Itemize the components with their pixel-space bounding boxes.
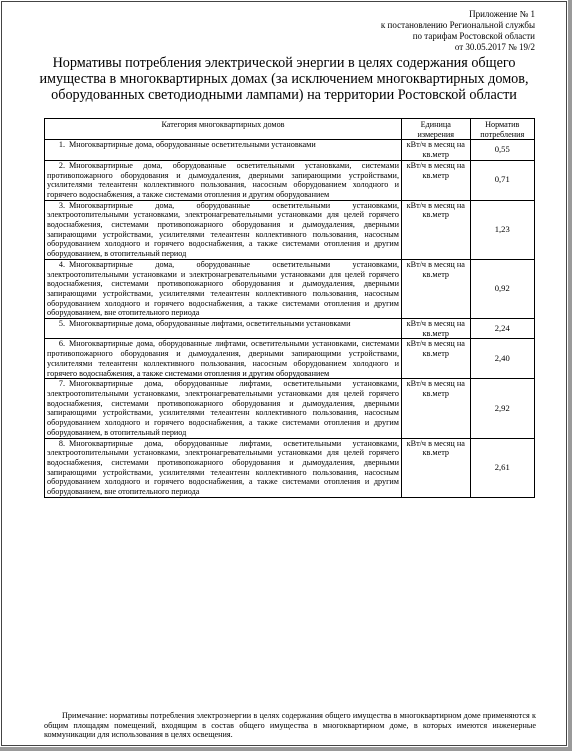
row-category: [45, 339, 402, 379]
row-category: [45, 379, 402, 438]
row-unit: кВт/ч в месяц на кв.метр: [402, 339, 471, 379]
row-value: 2,40: [470, 339, 534, 379]
annex-line-2: к постановлению Региональной службы: [380, 20, 535, 30]
row-category: [45, 259, 402, 318]
row-value: 0,55: [470, 140, 534, 160]
row-unit: кВт/ч в месяц на кв.метр: [402, 438, 471, 497]
table-row: [45, 339, 535, 379]
row-text: Многоквартирные дома, оборудованные лифтами, осветительными установками: [69, 319, 351, 329]
row-unit: кВт/ч в месяц на кв.метр: [402, 200, 471, 259]
header-category: Категория многоквартирных домов: [45, 119, 402, 140]
annex-line-4: от 30.05.2017 № 19/2: [454, 42, 535, 52]
row-unit: кВт/ч в месяц на кв.метр: [402, 259, 471, 318]
row-number: 4.: [58, 259, 65, 269]
annex-line-1: Приложение № 1: [469, 9, 535, 19]
row-category: [45, 319, 402, 339]
row-unit: кВт/ч в месяц на кв.метр: [402, 379, 471, 438]
row-value: 2,92: [470, 379, 534, 438]
norms-table: [44, 118, 535, 498]
table-row: [45, 200, 535, 259]
row-text: Многоквартирные дома, оборудованные осветительными установками, электроотопительными установками, электронагревательными установками для целей горячего водоснабжения, системами противопожарного оборудования и дымоудаления, дверными запирающими устройствами, усилителями телеантенн коллективного пользования, насосным оборудованием холодного и горячего водоснабжения, а также системами отопления и другим оборудованием, в отопительный период: [47, 200, 399, 259]
row-value: 0,92: [470, 259, 534, 318]
table-row: [45, 140, 535, 160]
row-number: 5.: [58, 319, 65, 329]
row-category: [45, 200, 402, 259]
row-unit: кВт/ч в месяц на кв.метр: [402, 140, 471, 160]
row-number: 7.: [58, 379, 65, 389]
row-text: Многоквартирные дома, оборудованные осветительными установками, электроотопительными установками и электронагревательными установками для целей горячего водоснабжения, системами противопожарного оборудования и дымоудаления, дверными запирающими устройствами, усилителями телеантенн коллективного пользования, насосным оборудованием холодного и горячего водоснабжения, а также системами отопления и другим оборудованием, вне отопительного периода: [47, 259, 399, 318]
header-unit: Единица измерения: [402, 119, 471, 140]
row-category: [45, 140, 402, 160]
row-number: 8.: [58, 438, 65, 448]
footnote: Примечание: нормативы потребления электроэнергии в целях содержания общего имущества в многоквартирном доме применяются к общим площадям помещений, входящим в состав общего имущества в многоквартирном доме, в которых имеются инженерные коммуникации для использования в целях освещения.: [44, 711, 536, 740]
annex-line-3: по тарифам Ростовской области: [412, 31, 535, 41]
row-text: Многоквартирные дома, оборудованные осветительными установками, системами противопожарного оборудования и дымоудаления, дверными запирающими устройствами, усилителями телеантенн коллективного пользования, насосным оборудованием холодного и горячего водоснабжения, а также системами отопления и другим оборудованием: [47, 160, 399, 199]
table-row: [45, 160, 535, 200]
row-value: 2,61: [470, 438, 534, 497]
table-row: [45, 259, 535, 318]
row-number: 1.: [58, 140, 65, 150]
row-number: 3.: [58, 200, 65, 210]
annex-header: [381, 9, 535, 53]
table-row: [45, 319, 535, 339]
row-value: 2,24: [470, 319, 534, 339]
document-title: Нормативы потребления электрической энергии в целях содержания общего имущества в многоквартирных домах (за исключением многоквартирных домов, оборудованных светодиодными лампами) на территории Ростовской области: [39, 55, 529, 103]
header-norm: Норматив потребления: [470, 119, 534, 140]
table-header-row: [45, 119, 535, 140]
table-row: [45, 379, 535, 438]
row-number: 2.: [58, 160, 65, 170]
row-text: Многоквартирные дома, оборудованные осветительными установками: [69, 140, 316, 150]
row-unit: кВт/ч в месяц на кв.метр: [402, 160, 471, 200]
row-text: Многоквартирные дома, оборудованные лифтами, осветительными установками, электроотопительными установками, электронагревательными установками для целей горячего водоснабжения, системами противопожарного оборудования и дымоудаления, дверными запирающими устройствами, усилителями телеантенн коллективного пользования, насосным оборудованием холодного и горячего водоснабжения, а также системами отопления и другим оборудованием, вне отопительного периода: [47, 438, 399, 497]
row-text: Многоквартирные дома, оборудованные лифтами, осветительными установками, системами противопожарного оборудования и дымоудаления, дверными запирающими устройствами, усилителями телеантенн коллективного пользования, насосным оборудованием холодного и горячего водоснабжения, а также системами отопления и другим оборудованием: [47, 339, 399, 378]
row-text: Многоквартирные дома, оборудованные лифтами, осветительными установками, электроотопительными установками, электронагревательными установками для целей горячего водоснабжения, системами противопожарного оборудования и дымоудаления, дверными запирающими устройствами, усилителями телеантенн коллективного пользования, насосным оборудованием холодного и горячего водоснабжения, а также системами отопления и другим оборудованием, в отопительный период: [47, 379, 399, 437]
table-row: [45, 438, 535, 497]
row-value: 1,23: [470, 200, 534, 259]
row-value: 0,71: [470, 160, 534, 200]
row-category: [45, 438, 402, 497]
row-unit: кВт/ч в месяц на кв.метр: [402, 319, 471, 339]
row-category: [45, 160, 402, 200]
row-number: 6.: [58, 339, 65, 349]
